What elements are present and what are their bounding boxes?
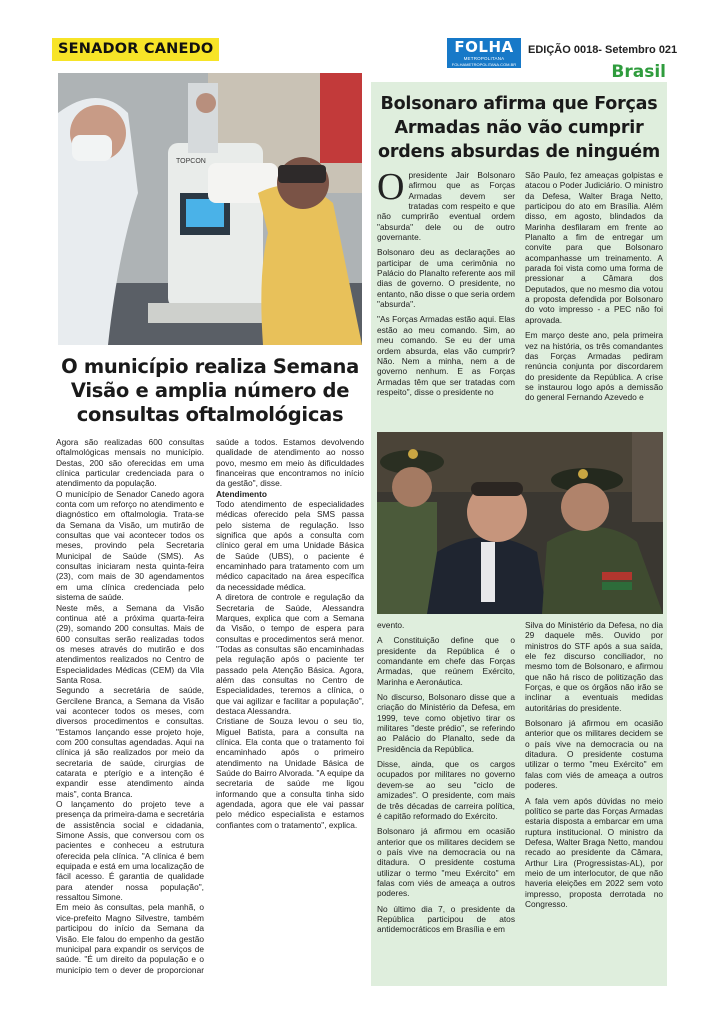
right-paragraph: A Constituição define que o presidente da República é o comandante em chefe das Forças Armadas, que reúnem Exército, Marinha e Aeronáutica.	[377, 635, 515, 687]
right-paragraph: Silva do Ministério da Defesa, no dia 29 daquele mês. Ouvido por ministros do STF após a sua saída, ele fez discurso conciliador, no mesmo tom de Bolsonaro, e afirmou que não há risco de politização das Forças, e que os órgãos não irão se inclinar a eventuais medidas autoritárias do presidente.	[525, 620, 663, 713]
city-tag: SENADOR CANEDO	[52, 38, 219, 61]
right-paragraph: No último dia 7, o presidente da República participou de atos antidemocráticos em Brasília e em	[377, 903, 515, 935]
logo-subtitle: METROPOLITANA	[463, 56, 505, 61]
left-subheading: Atendimento	[216, 488, 267, 499]
logo-text: FOLHA	[454, 38, 514, 56]
left-paragraph: Em meio às consultas, pela manhã, o vice-prefeito Magno Silvestre, também participou do início da Semana da Visão. Ele falou do empenho da gestão municipal para expandir os serviços de saúde. "É um direito da população e o município tem o dever de proporcionar saúde a todos. Estamos devolvendo qualidade de atendimento ao nosso povo, mesmo em meio às dificuldades financeiras que encontramos no início da gestão", disse.	[56, 437, 364, 975]
left-paragraph: Neste mês, a Semana da Visão continua até a próxima quarta-feira (29), somando 200 consultas. Mais de 600 consultas serão realizadas todos os meses através do mutirão e dos atendimentos realizados no Centro de Especialidades Médicas (CEM) da Vila Santa Rosa.	[56, 602, 204, 685]
right-paragraph: No discurso, Bolsonaro disse que a criação do Ministério da Defesa, em 1999, teve como objetivo tirar os militares "deste prédio", se referindo ao Palácio do Planalto, sede da Presidência da República.	[377, 692, 515, 754]
edition-label: EDIÇÃO 0018- Setembro 021	[528, 44, 678, 56]
right-column-bottom-2	[525, 620, 663, 980]
logo-site: FOLHAMETROPOLITANA.COM.BR	[451, 62, 517, 67]
right-paragraph: Bolsonaro já afirmou em ocasião anterior que os militares decidem se o país vive na democracia ou na ditadura. O presidente costuma utilizar o termo "meu Exército" em falas com viés de ameaça a outros poderes.	[525, 718, 663, 791]
left-article-title: O município realiza Semana Visão e amplia número de consultas oftalmológicas	[61, 355, 359, 426]
right-paragraph-text: presidente Jair Bolsonaro afirmou que as Forças Armadas devem ser tratadas com respeito e que não cumprirão eventual ordem "absurda" dele ou de outro governante.	[377, 170, 515, 243]
right-paragraph: Bolsonaro já afirmou em ocasião anterior que os militares decidem se o país vive na democracia ou na ditadura. O presidente costuma utilizar o termo "meu Exército" em falas com viés de ameaça a outros poderes.	[377, 826, 515, 899]
left-article-body	[56, 437, 364, 979]
right-paragraph: Bolsonaro deu as declarações ao participar de uma cerimônia no Palácio do Planalto referente aos mil dias de governo. O presidente, no entanto, não disse o que seria ordem "absurda".	[377, 247, 515, 310]
right-paragraph: A fala vem após dúvidas no meio político se parte das Forças Armadas estaria disposta a embarcar em uma ruptura institucional. O ministro da Defesa, Walter Braga Netto, mandou recado ao presidente da Câmara, Arthur Lira (Progressistas-AL), por meio de um interlocutor, de que não haveria eleições em 2022 sem voto impresso, proposta derrotada no Congresso.	[525, 795, 663, 909]
military-photo	[377, 432, 663, 614]
right-paragraph: Disse, ainda, que os cargos ocupados por militares no governo devem-se ao seu "ciclo de amizades". O presidente, com mais de três décadas de carreira política, é capitão reformado do Exército.	[377, 759, 515, 821]
left-paragraph: Cristiane de Souza levou o seu tio, Miguel Batista, para a consulta na clínica. Ela conta que o tratamento foi encaminhado após o primeiro atendimento na Unidade Básica de Saúde do Bairro Alvorada. "A equipe da secretaria de saúde me ligou informando que a consulta tinha sido agendada, agora que ele vai passar pelo médico especialista e estamos confiantes com o tratamento", explica.	[216, 716, 364, 830]
right-article-title: Bolsonaro afirma que Forças Armadas não vão cumprir ordens absurdas de ninguém	[378, 94, 660, 162]
right-column-top-2	[525, 170, 663, 440]
left-paragraph: Agora são realizadas 600 consultas oftalmológicas mensais no município. Destas, 200 são oferecidas em uma clínica particular credenciada para o atendimento da população.	[56, 437, 204, 489]
right-column-bottom-1	[377, 620, 515, 980]
right-paragraph: "As Forças Armadas estão aqui. Elas estão ao meu comando. Sim, ao meu comando. Se eu der uma ordem absurda, elas vão cumprir? Não. Nem a minha, nem a de governo nenhum. E as Forças Armadas têm que ser tratadas com respeito", disse o presidente no	[377, 314, 515, 397]
left-paragraph: O lançamento do projeto teve a presença da primeira-dama e secretária de assistência social e cidadania, Simone Assis, que conversou com os pacientes e conheceu a estrutura oferecida pela clínica. "A clínica é bem equipada e está em uma localização de fácil acesso. É garantia de qualidade para atender nossa população", ressaltou Simone.	[56, 799, 204, 903]
left-paragraph: A diretora de controle e regulação da Secretaria de Saúde, Alessandra Marques, explica que com a Semana da Visão, o tempo de espera para consultas e procedimentos será menor. "Todas as consultas são encaminhadas pela regulação após o paciente ter passado pela Atenção Básica. Agora, além das consultas no Centro de Especialidades, teremos a clínica, o que vai agilizar e facilitar a população", destaca Alessandra.	[216, 592, 364, 716]
right-paragraph: São Paulo, fez ameaças golpistas e atacou o Poder Judiciário. O ministro da Defesa, Walter Braga Netto, participou do ato em Brasília. Além disso, em agosto, blindados da Marinha desfilaram em frente ao Planalto a fim de entregar um convite para que Bolsonaro acompanhasse um treinamento. A parada foi vista como uma forma de pressionar a Câmara dos Deputados, que no mesmo dia votou a proposta defendida por Bolsonaro do voto impresso - a PEC não foi aprovada.	[525, 170, 663, 325]
drop-cap: O	[377, 170, 405, 208]
right-paragraph: evento.	[377, 620, 405, 630]
newspaper-logo	[447, 38, 521, 68]
section-label: Brasil	[611, 62, 666, 82]
military-illustration	[377, 432, 663, 614]
right-paragraph	[377, 170, 515, 242]
device-brand: TOPCON	[176, 158, 206, 165]
left-paragraph: Segundo a secretária de saúde, Gercilene Branca, a Semana da Visão vai acontecer todos os meses, com diversos procedimentos e consultas. "Estamos lançando esse projeto hoje, com 200 consultas agendadas. Aqui na clínica já são realizados por meio da secretaria de saúde, cirurgias de catarata e pterígio e a intenção é expandir esse atendimento ainda mais", conta Branca.	[56, 685, 204, 799]
eye-exam-illustration	[58, 73, 362, 345]
left-paragraph: O município de Senador Canedo agora conta com um reforço no atendimento e diagnóstico em oftalmologia. Trata-se da Semana da Visão, um mutirão de consultas que vai acontecer todos os meses, provindo pela Secretaria Municipal de Saúde (SMS). As consultas iniciaram nesta quinta-feira (23), com mais de 30 agendamentos em uma clínica credenciada pelo sistema de saúde.	[56, 488, 204, 603]
right-paragraph: Em março deste ano, pela primeira vez na história, os três comandantes das Forças Armadas pediram renúncia conjunta por discordarem do presidente da República. A crise se instaurou logo após a demissão do general Fernando Azevedo e	[525, 330, 663, 403]
right-column-top-1	[377, 170, 515, 440]
left-paragraph: Todo atendimento de especialidades médicas oferecido pela SMS passa pelo sistema de regulação. Isso significa que após a consulta com clínico geral em uma Unidade Básica de Saúde (UBS), o paciente é encaminhado para tratamento com um médico capacitado na área específica da necessidade médica.	[216, 499, 364, 592]
eye-exam-photo	[58, 73, 362, 345]
